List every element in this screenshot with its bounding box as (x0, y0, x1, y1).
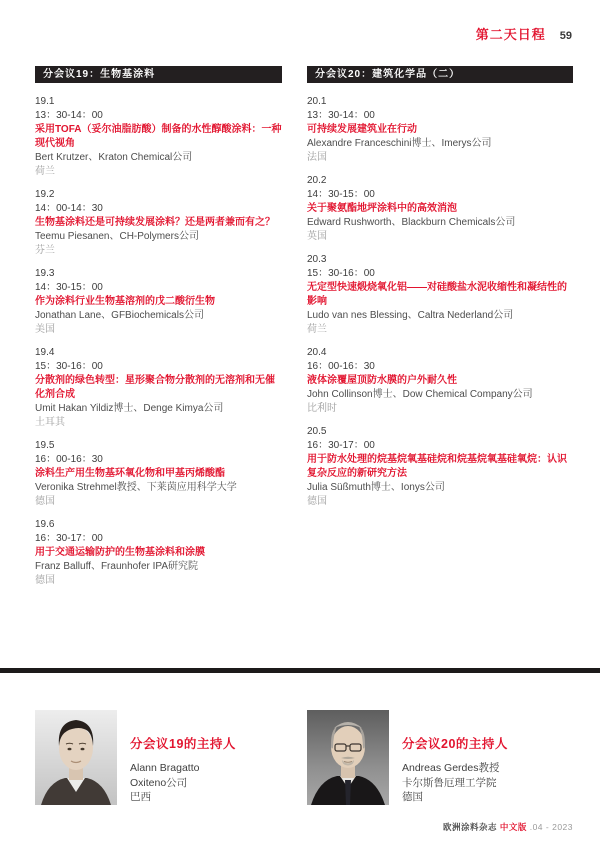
alann-bragatto-portrait (35, 710, 117, 805)
chair-20-block (307, 710, 573, 805)
session-country: 法国 (307, 152, 327, 163)
session-time: 13：30-14：00 (35, 110, 103, 121)
session-country: 荷兰 (307, 324, 327, 335)
session-title: 液体涂覆屋顶防水膜的户外耐久性 (307, 375, 457, 386)
session-title: 用于交通运输防护的生物基涂料和涂膜 (35, 547, 205, 558)
session-number: 20.4 (307, 347, 327, 358)
session-speaker: Jonathan Lane、GFBiochemicals公司 (35, 310, 204, 321)
session-number: 19.4 (35, 347, 55, 358)
section-divider-rule (0, 668, 600, 673)
session-number: 20.5 (307, 426, 327, 437)
session-title: 可持续发展建筑业在行动 (307, 124, 417, 135)
session-item (307, 346, 573, 416)
chair-org: 卡尔斯鲁厄理工学院 (402, 776, 497, 789)
chair-19-info (130, 710, 236, 805)
session-time: 16：30-17：00 (35, 533, 103, 544)
session-speaker: Franz Balluff、Fraunhofer IPA研究院 (35, 561, 199, 572)
session-country: 德国 (307, 496, 327, 507)
session-20-list (307, 95, 573, 518)
session-time: 16：00-16：30 (307, 361, 375, 372)
chair-country: 巴西 (130, 791, 151, 803)
session-title: 关于聚氨酯地坪涂料中的高效消泡 (307, 203, 457, 214)
session-speaker: Umit Hakan Yildiz博士、Denge Kimya公司 (35, 403, 224, 414)
session-19-column (35, 66, 282, 597)
session-country: 德国 (35, 496, 55, 507)
chair-title: 分会议20的主持人 (402, 737, 508, 751)
session-20-header-bar: 分会议20：建筑化学品（二） (307, 66, 573, 83)
session-number: 20.3 (307, 254, 327, 265)
session-speaker: Bert Krutzer、Kraton Chemical公司 (35, 152, 193, 163)
chair-19-block (35, 710, 307, 805)
session-title: 分散剂的绿色转型：星形聚合物分散剂的无溶剂和无催化剂合成 (35, 375, 275, 400)
magazine-name: 欧洲涂料杂志 (442, 822, 497, 832)
session-item (307, 253, 573, 337)
session-item (35, 267, 282, 337)
day-schedule-title: 第二天日程 (475, 27, 546, 42)
session-number: 20.2 (307, 175, 327, 186)
session-item (307, 95, 573, 165)
session-item (35, 346, 282, 430)
session-number: 19.6 (35, 519, 55, 530)
chair-country: 德国 (402, 791, 423, 803)
session-speaker: Edward Rushworth、Blackburn Chemicals公司 (307, 217, 516, 228)
session-speaker: Alexandre Franceschini博士、Imerys公司 (307, 138, 492, 149)
session-speaker: Ludo van nes Blessing、Caltra Nederland公司 (307, 310, 514, 321)
session-time: 16：30-17：00 (307, 440, 375, 451)
session-number: 19.3 (35, 268, 55, 279)
session-title: 采用TOFA（妥尔油脂肪酸）制备的水性醇酸涂料：一种现代视角 (35, 124, 282, 149)
session-country: 荷兰 (35, 166, 55, 177)
session-time: 14：30-15：00 (35, 282, 103, 293)
chair-name: Andreas Gerdes教授 (402, 762, 500, 774)
session-time: 15：30-16：00 (35, 361, 103, 372)
session-time: 15：30-16：00 (307, 268, 375, 279)
session-item (35, 439, 282, 509)
session-item (307, 174, 573, 244)
session-speaker: Julia Süßmuth博士、Ionys公司 (307, 482, 445, 493)
andreas-gerdes-portrait (307, 710, 389, 805)
session-title: 作为涂料行业生物基溶剂的戊二酸衍生物 (35, 296, 215, 307)
session-item (307, 425, 573, 509)
session-number: 19.2 (35, 189, 55, 200)
edition-label: 中文版 (499, 822, 527, 832)
session-20-column (307, 66, 573, 597)
session-country: 比利时 (307, 403, 337, 414)
session-speaker: John Collinson博士、Dow Chemical Company公司 (307, 389, 533, 400)
chair-org: Oxiteno公司 (130, 776, 188, 789)
session-country: 英国 (307, 231, 327, 242)
page-footer (443, 821, 573, 833)
chair-title: 分会议19的主持人 (130, 737, 236, 751)
page-number: 59 (559, 30, 572, 42)
session-time: 14：30-15：00 (307, 189, 375, 200)
page-header (476, 24, 572, 43)
session-item (35, 188, 282, 258)
session-number: 19.5 (35, 440, 55, 451)
program-columns (35, 66, 573, 597)
session-country: 美国 (35, 324, 55, 335)
session-title: 涂料生产用生物基环氧化物和甲基丙烯酸酯 (35, 468, 225, 479)
session-country: 土耳其 (35, 417, 65, 428)
session-19-header-bar: 分会议19：生物基涂料 (35, 66, 282, 83)
session-title: 用于防水处理的烷基烷氧基硅烷和烷基烷氧基硅氧烷：认识复杂反应的新研究方法 (307, 454, 567, 479)
session-country: 德国 (35, 575, 55, 586)
session-title: 无定型快速煅烧氧化铝——对硅酸盐水泥收缩性和凝结性的影响 (307, 282, 567, 307)
session-speaker: Veronika Strehmel教授、下莱茵应用科学大学 (35, 482, 237, 493)
session-number: 19.1 (35, 96, 55, 107)
session-title: 生物基涂料还是可持续发展涂料？还是两者兼而有之？ (35, 217, 275, 228)
issue-label: .04 - 2023 (529, 822, 573, 832)
session-country: 芬兰 (35, 245, 55, 256)
chair-name: Alann Bragatto (130, 762, 200, 774)
session-item (35, 518, 282, 588)
chair-20-info (402, 710, 508, 805)
session-speaker: Teemu Piesanen、CH-Polymers公司 (35, 231, 199, 242)
session-time: 14：00-14：30 (35, 203, 103, 214)
session-number: 20.1 (307, 96, 327, 107)
session-time: 13：30-14：00 (307, 110, 375, 121)
chairs-section (35, 710, 573, 805)
session-item (35, 95, 282, 179)
session-19-list (35, 95, 282, 597)
session-time: 16：00-16：30 (35, 454, 103, 465)
